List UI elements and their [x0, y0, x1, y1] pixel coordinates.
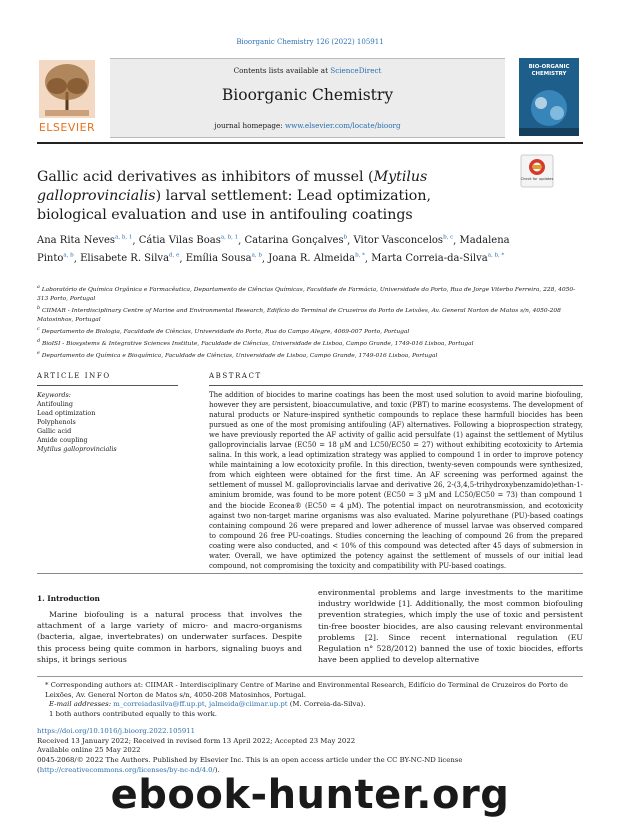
check-for-updates-badge[interactable]: [520, 154, 554, 188]
article-info-heading: ARTICLE INFO: [37, 372, 111, 380]
affiliation-item: [37, 304, 583, 325]
check-updates-icon: [520, 154, 554, 188]
license-link[interactable]: http://creativecommons.org/licenses/by-nc-nd/4.0/: [39, 765, 215, 774]
contents-prefix: Contents lists available at: [233, 66, 331, 75]
author-affiliation-marker[interactable]: a, b, *: [487, 252, 505, 259]
journal-homepage-line: [110, 121, 505, 130]
introduction-heading: 1. Introduction: [37, 594, 100, 603]
affiliation-text: BioISI - Biosystems & Integrative Sciences Institute, Faculdade de Ciências, Universidade de Lisboa, Campo Grande, 1749-016 Lisboa, Portugal: [41, 341, 474, 348]
check-updates-label: Check for updates: [520, 177, 554, 181]
intro-right-column: environmental problems and large investments to the maritime industry worldwide [1]. Additionally, the most common biofouling prevention strategies, which imply the use of toxic and persistent tin-free booster biocides, are also causing relevant environmental problems [2]. Since recent international regulation (EU Regulation n° 528/2012) banned the use of toxic biocides, efforts have been applied to develop alternative: [318, 588, 583, 665]
author-name[interactable]: [371, 253, 504, 264]
cover-title: BIO-ORGANIC CHEMISTRY: [528, 64, 570, 77]
author-affiliation-marker[interactable]: b: [343, 235, 348, 241]
affiliation-text: Departamento de Química e Bioquímica, Faculdade de Ciências, Universidade de Lisboa, Campo Grande, 1749-016 Lisboa, Portugal: [41, 353, 438, 360]
author-affiliation-marker[interactable]: a, b: [251, 252, 262, 259]
abstract-rule: [209, 385, 583, 386]
affiliation-marker: d: [37, 339, 41, 345]
keyword-item: Polyphenols: [37, 418, 76, 426]
affiliation-text: Laboratório de Química Orgânica e Farmacêutica, Departamento de Ciências Químicas, Faculdade de Farmácia, Universidade do Porto, Rua de Jorge Viterbo Ferreira, 228, 4050-313 Porto, Portugal: [37, 286, 576, 303]
received-dates: Received 13 January 2022; Received in revised form 13 April 2022; Accepted 23 May 2022: [37, 736, 356, 745]
email-line: [37, 700, 583, 710]
header-divider: [37, 142, 583, 144]
affiliations: [37, 283, 583, 362]
doi-link[interactable]: https://doi.org/10.1016/j.bioorg.2022.105911: [37, 727, 195, 735]
keywords-block: [37, 391, 117, 454]
article-info-rule: [37, 385, 178, 386]
affiliation-item: [37, 283, 583, 304]
author-name[interactable]: [37, 235, 132, 246]
author-text: Cátia Vilas Boas: [138, 235, 221, 247]
contents-availability-line: [110, 66, 505, 75]
author-affiliation-marker[interactable]: a, b, 1: [115, 235, 133, 241]
affiliation-item: [37, 325, 583, 337]
license-prefix: 0045-2068/© 2022 The Authors. Published by Elsevier Inc. This is an open access article under the CC BY-NC-ND license (: [37, 756, 463, 774]
author-text: Elisabete R. Silva: [80, 253, 170, 265]
author-name[interactable]: [139, 235, 238, 246]
author-affiliation-marker[interactable]: b, *: [355, 252, 365, 259]
author-text: Madalena Pinto: [37, 235, 510, 265]
footnote-rule: [37, 676, 583, 677]
keyword-item: Gallic acid: [37, 427, 72, 435]
email-suffix: (M. Correia-da-Silva).: [287, 700, 366, 709]
affiliation-item: [37, 337, 583, 349]
title-part-2: ) larval settlement: Lead optimization, biological evaluation and use in antifouling coatings: [37, 188, 431, 223]
keyword-item: Lead optimization: [37, 409, 96, 417]
affiliation-marker: a: [37, 285, 40, 290]
author-name[interactable]: [186, 253, 262, 264]
author-name[interactable]: [268, 253, 365, 264]
author-text: Vitor Vasconcelos: [353, 235, 444, 247]
journal-reference[interactable]: Bioorganic Chemistry 126 (2022) 105911: [236, 38, 384, 46]
abstract-heading: ABSTRACT: [209, 372, 262, 380]
corresponding-author-note: * Corresponding authors at: CIIMAR - Interdisciplinary Centre of Marine and Environmental Research, Edifício do Terminal de Cruzeiros do Porto de Leixões, Av. General Norton de Matos s/n, 4050-208 Matosinhos, Portugal.: [45, 681, 568, 699]
author-text: Emília Sousa: [185, 253, 252, 265]
author-name[interactable]: [353, 235, 453, 246]
elsevier-wordmark: ELSEVIER: [38, 121, 96, 134]
author-text: Catarina Gonçalves: [244, 235, 344, 247]
author-text: Ana Rita Neves: [37, 235, 116, 247]
homepage-prefix: journal homepage:: [214, 121, 285, 130]
abstract-text: The addition of biocides to marine coatings has been the most used solution to avoid marine biofouling, however they are persistent, bioaccumulative, and toxic (PBT) to marine ecosystems. The development of natural products or Nature-inspired synthetic compounds to replace these harmfull biocides has been pursued as one of the most promising antifouling (AF) alternatives. Following a bioprospection strategy, we have previously reported the AF activity of gallic acid persulfate (1) against the settlement of Mytilus galloprovincialis larvae (EC50 = 18 µM and LC50/EC50 = 27) without exhibiting ecotoxicity to Artemia salina. In this work, a lead optimization strategy was applied to compound 1 in order to improve potency while maintaining a low ecotoxicity profile. In this direction, twenty-seven compounds were synthesized, from which eighteen were obtained for the first time. An AF screening was performed against the settlement of mussel M. galloprovincialis larvae and derivative 26, 2-(3,4,5-trihydroxybenzamido)ethan-1-aminium bromide, was found to be more potent (EC50 = 3 µM and LC50/EC50 = 73) than compound 1 and the biocide Econea® (EC50 = 4 µM). The potential impact on neurotransmission, and ecotoxicity against two non-target marine organisms was also evaluated. Marine polyurethane (PU)-based coatings containing compound 26 were prepared and lower adherence of mussel larvae was observed compared to compound 26 free PU-coatings. Studies concerning the leaching of compound 26 from the prepared coating were also conducted, and < 10% of this compound was detected after 45 days of submersion in water. Overall, we have optimized the potency against the settlement of mussels of our initial lead compound, not compromising the toxicity and compatibility with PU-based coatings.: [209, 391, 583, 570]
affiliation-marker: e: [37, 351, 40, 357]
author-affiliation-marker[interactable]: a, b, 1: [220, 235, 239, 241]
keywords-label: Keywords:: [37, 391, 71, 399]
author-affiliation-marker[interactable]: a, b: [63, 252, 74, 259]
journal-title[interactable]: Bioorganic Chemistry: [221, 86, 394, 104]
sciencedirect-link[interactable]: ScienceDirect: [330, 66, 382, 75]
publication-info: [37, 727, 583, 776]
author-list: Ana Rita Neves$^{a, b, 1}$, Cátia Vilas Boas$^{a, b, 1}$, Catarina Gonçalves$^b$, Vitor Vasconcelos$^{b, c}$, Madalena Pinto$^{a, b}$, Elisabete R. Silva$^{d, e}$, Emília Sousa$^{a, b}$, Joana R. Almeida$^{b, *}$, Marta Correia-da-Silva$^{a, b, *}$: [37, 235, 510, 265]
author-name[interactable]: [80, 253, 179, 264]
watermark-text: ebook-hunter.org: [110, 772, 510, 818]
author-name[interactable]: [245, 235, 348, 246]
email-label: E-mail addresses:: [49, 700, 114, 709]
footnotes: [37, 681, 583, 719]
intro-left-column: Marine biofouling is a natural process that involves the attachment of a large variety of micro- and macro-organisms (bacteria, algae, invertebrates) on underwater surfaces. Despite this process being quite common in harbors, signaling buoys and ships, it brings serious: [37, 610, 302, 664]
available-online: Available online 25 May 2022: [37, 746, 141, 755]
email-links[interactable]: m_correiadasilva@ff.up.pt, jalmeida@ciimar.up.pt: [113, 700, 288, 709]
title-part-1: Gallic acid derivatives as inhibitors of mussel (: [37, 169, 374, 185]
title-species: Mytilus galloprovincialis: [37, 169, 428, 204]
elsevier-logo[interactable]: [31, 58, 103, 136]
journal-homepage-link[interactable]: www.elsevier.com/locate/bioorg: [284, 121, 401, 130]
license-suffix: ).: [214, 765, 220, 774]
affiliation-text: Departamento de Biologia, Faculdade de Ciências, Universidade do Porto, Rua do Campo Alegre, 4069-007 Porto, Portugal: [41, 329, 410, 336]
cover-art-icon: [519, 58, 579, 136]
affiliation-text: CIIMAR - Interdisciplinary Centre of Marine and Environmental Research, Edifício do Terminal de Cruzeiros do Porto de Leixões, Av. General Norton de Matos s/n, 4050-208 Matosinhos, Portugal: [37, 308, 561, 324]
keyword-item: Mytilus galloprovincialis: [37, 445, 117, 453]
equal-contribution-note: 1 both authors contributed equally to this work.: [49, 709, 217, 718]
author-affiliation-marker[interactable]: b, c: [443, 235, 454, 241]
keyword-item: Antifouling: [37, 400, 73, 408]
affiliation-marker: c: [37, 327, 40, 333]
author-affiliation-marker[interactable]: d, e: [169, 252, 180, 259]
author-text: Joana R. Almeida: [268, 253, 356, 265]
affiliation-item: [37, 349, 583, 361]
keyword-item: Amide coupling: [37, 436, 88, 444]
article-title: [37, 168, 497, 225]
author-text: Marta Correia-da-Silva: [371, 253, 488, 265]
affiliation-marker: b: [37, 306, 41, 312]
journal-cover-image[interactable]: [519, 58, 579, 136]
body-divider: [37, 573, 583, 574]
